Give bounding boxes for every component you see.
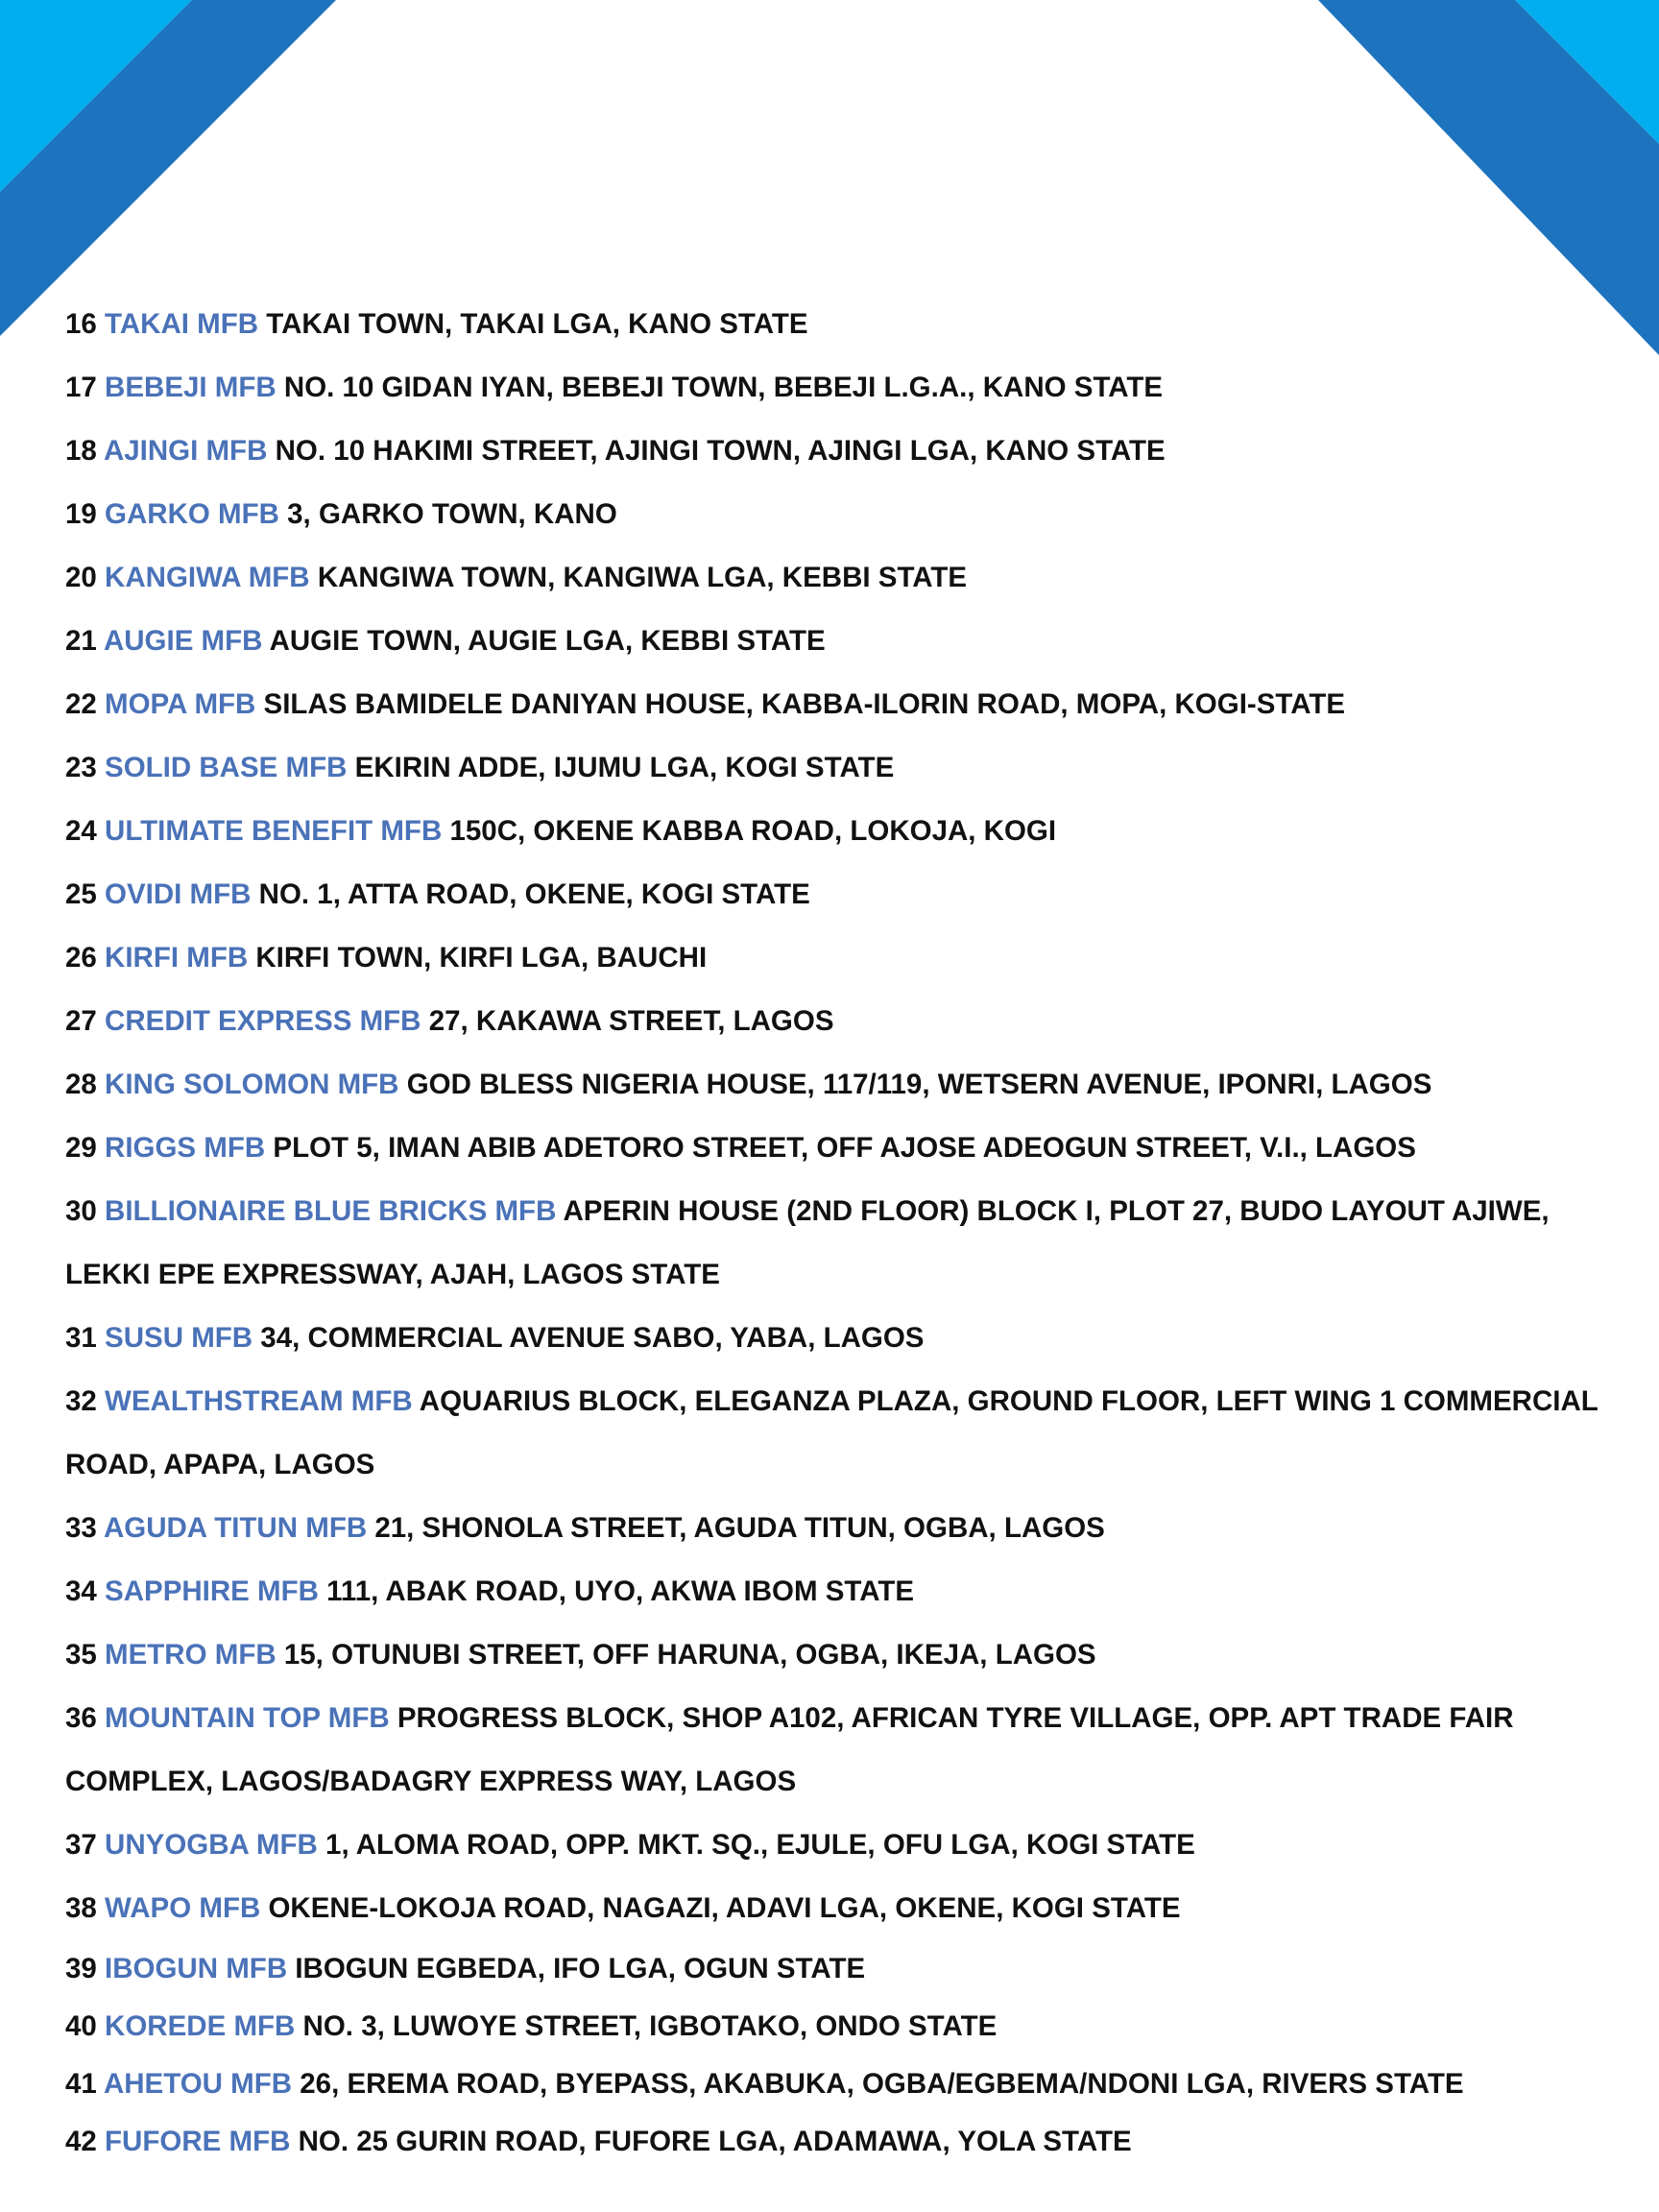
entry-number: 33 bbox=[65, 1512, 97, 1544]
entry-number: 39 bbox=[65, 1953, 97, 1984]
list-item bbox=[65, 1998, 1659, 2056]
entry-number: 37 bbox=[65, 1829, 97, 1861]
entry-number: 32 bbox=[65, 1385, 97, 1417]
list-item bbox=[65, 1117, 1659, 1180]
entry-number: 21 bbox=[65, 625, 97, 657]
bank-address-continued: COMPLEX, LAGOS/BADAGRY EXPRESS WAY, LAGOS bbox=[65, 1766, 797, 1797]
entry-number: 23 bbox=[65, 752, 97, 783]
bank-address: PROGRESS BLOCK, SHOP A102, AFRICAN TYRE VILLAGE, OPP. APT TRADE FAIR bbox=[397, 1702, 1514, 1734]
entry-number: 22 bbox=[65, 688, 97, 720]
list-item bbox=[65, 1307, 1659, 1370]
entry-number: 29 bbox=[65, 1132, 97, 1164]
list-item bbox=[65, 926, 1659, 990]
bank-address: NO. 1, ATTA ROAD, OKENE, KOGI STATE bbox=[258, 878, 810, 910]
entry-number: 18 bbox=[65, 435, 97, 467]
bank-address: OKENE-LOKOJA ROAD, NAGAZI, ADAVI LGA, OKENE, KOGI STATE bbox=[268, 1892, 1181, 1924]
entry-number: 20 bbox=[65, 562, 97, 593]
entry-number: 41 bbox=[65, 2068, 97, 2100]
bank-address: AUGIE TOWN, AUGIE LGA, KEBBI STATE bbox=[269, 625, 826, 657]
bank-name: MOUNTAIN TOP MFB bbox=[105, 1702, 390, 1734]
list-item bbox=[65, 1180, 1659, 1243]
list-item bbox=[65, 1497, 1659, 1560]
entry-number: 25 bbox=[65, 878, 97, 910]
list-item bbox=[65, 1940, 1659, 1998]
bank-name: RIGGS MFB bbox=[105, 1132, 266, 1164]
bank-name: KOREDE MFB bbox=[105, 2010, 296, 2042]
list-item bbox=[65, 2056, 1659, 2113]
bank-address: TAKAI TOWN, TAKAI LGA, KANO STATE bbox=[266, 308, 808, 340]
entry-number: 30 bbox=[65, 1195, 97, 1227]
list-item bbox=[65, 1814, 1659, 1877]
bank-address: GOD BLESS NIGERIA HOUSE, 117/119, WETSERN AVENUE, IPONRI, LAGOS bbox=[406, 1069, 1432, 1100]
bank-name: AGUDA TITUN MFB bbox=[103, 1512, 368, 1544]
list-item bbox=[65, 420, 1659, 483]
bank-name: METRO MFB bbox=[105, 1639, 276, 1671]
list-item bbox=[65, 1687, 1659, 1750]
bank-address: 21, SHONOLA STREET, AGUDA TITUN, OGBA, LAGOS bbox=[374, 1512, 1105, 1544]
list-item bbox=[65, 610, 1659, 673]
bank-address: 3, GARKO TOWN, KANO bbox=[287, 498, 617, 530]
entry-number: 16 bbox=[65, 308, 97, 340]
bank-name: BILLIONAIRE BLUE BRICKS MFB bbox=[105, 1195, 557, 1227]
bank-name: SUSU MFB bbox=[105, 1322, 253, 1354]
bank-name: MOPA MFB bbox=[105, 688, 256, 720]
list-item bbox=[65, 483, 1659, 546]
entry-number: 38 bbox=[65, 1892, 97, 1924]
bank-name: IBOGUN MFB bbox=[105, 1953, 288, 1984]
bank-address: 111, ABAK ROAD, UYO, AKWA IBOM STATE bbox=[326, 1575, 915, 1607]
bank-address: 15, OTUNUBI STREET, OFF HARUNA, OGBA, IKEJA, LAGOS bbox=[283, 1639, 1096, 1671]
entry-number: 34 bbox=[65, 1575, 97, 1607]
bank-name: BEBEJI MFB bbox=[105, 372, 276, 403]
list-item bbox=[65, 1560, 1659, 1623]
entry-number: 42 bbox=[65, 2126, 97, 2157]
bank-name: SAPPHIRE MFB bbox=[105, 1575, 319, 1607]
list-item bbox=[65, 1370, 1659, 1433]
list-item bbox=[65, 293, 1659, 356]
bank-address: NO. 25 GURIN ROAD, FUFORE LGA, ADAMAWA, YOLA STATE bbox=[298, 2126, 1132, 2157]
bank-name: OVIDI MFB bbox=[105, 878, 252, 910]
entry-number: 31 bbox=[65, 1322, 97, 1354]
bank-address: PLOT 5, IMAN ABIB ADETORO STREET, OFF AJOSE ADEOGUN STREET, V.I., LAGOS bbox=[273, 1132, 1416, 1164]
bank-name: KIRFI MFB bbox=[105, 942, 249, 974]
list-item bbox=[65, 990, 1659, 1053]
bank-name: FUFORE MFB bbox=[105, 2126, 291, 2157]
bank-address: 27, KAKAWA STREET, LAGOS bbox=[428, 1005, 834, 1037]
bank-address-continued: LEKKI EPE EXPRESSWAY, AJAH, LAGOS STATE bbox=[65, 1259, 720, 1290]
list-item bbox=[65, 736, 1659, 800]
bank-name: AJINGI MFB bbox=[103, 435, 268, 467]
bank-address: 1, ALOMA ROAD, OPP. MKT. SQ., EJULE, OFU LGA, KOGI STATE bbox=[325, 1829, 1195, 1861]
bank-address: NO. 3, LUWOYE STREET, IGBOTAKO, ONDO STATE bbox=[302, 2010, 998, 2042]
entry-number: 27 bbox=[65, 1005, 97, 1037]
bank-address-continued: ROAD, APAPA, LAGOS bbox=[65, 1449, 375, 1480]
bank-name: CREDIT EXPRESS MFB bbox=[105, 1005, 421, 1037]
bank-name: ULTIMATE BENEFIT MFB bbox=[105, 815, 443, 847]
list-item bbox=[65, 546, 1659, 610]
entry-number: 17 bbox=[65, 372, 97, 403]
bank-name: UNYOGBA MFB bbox=[105, 1829, 318, 1861]
list-item bbox=[65, 800, 1659, 863]
entry-number: 19 bbox=[65, 498, 97, 530]
bank-address: IBOGUN EGBEDA, IFO LGA, OGUN STATE bbox=[295, 1953, 866, 1984]
bank-name: WEALTHSTREAM MFB bbox=[105, 1385, 413, 1417]
bank-address: SILAS BAMIDELE DANIYAN HOUSE, KABBA-ILORIN ROAD, MOPA, KOGI-STATE bbox=[263, 688, 1346, 720]
bank-address: 26, EREMA ROAD, BYEPASS, AKABUKA, OGBA/EGBEMA/NDONI LGA, RIVERS STATE bbox=[300, 2068, 1464, 2100]
list-item bbox=[65, 1877, 1659, 1940]
bank-name: AHETOU MFB bbox=[103, 2068, 293, 2100]
entry-number: 36 bbox=[65, 1702, 97, 1734]
bank-address: KIRFI TOWN, KIRFI LGA, BAUCHI bbox=[255, 942, 708, 974]
list-item bbox=[65, 1623, 1659, 1687]
bank-name: AUGIE MFB bbox=[103, 625, 263, 657]
entry-number: 35 bbox=[65, 1639, 97, 1671]
entry-number: 26 bbox=[65, 942, 97, 974]
bank-name: WAPO MFB bbox=[105, 1892, 261, 1924]
bank-name: KANGIWA MFB bbox=[105, 562, 310, 593]
bank-address: NO. 10 HAKIMI STREET, AJINGI TOWN, AJINGI LGA, KANO STATE bbox=[275, 435, 1166, 467]
list-item bbox=[65, 673, 1659, 736]
entry-number: 40 bbox=[65, 2010, 97, 2042]
bank-name: GARKO MFB bbox=[105, 498, 279, 530]
bank-address: KANGIWA TOWN, KANGIWA LGA, KEBBI STATE bbox=[317, 562, 968, 593]
bank-address: AQUARIUS BLOCK, ELEGANZA PLAZA, GROUND FLOOR, LEFT WING 1 COMMERCIAL bbox=[419, 1385, 1599, 1417]
entry-number: 24 bbox=[65, 815, 97, 847]
bank-name: KING SOLOMON MFB bbox=[105, 1069, 399, 1100]
list-item bbox=[65, 2113, 1659, 2171]
bank-address: NO. 10 GIDAN IYAN, BEBEJI TOWN, BEBEJI L.G.A., KANO STATE bbox=[283, 372, 1164, 403]
bank-address: 150C, OKENE KABBA ROAD, LOKOJA, KOGI bbox=[449, 815, 1057, 847]
bank-address: 34, COMMERCIAL AVENUE SABO, YABA, LAGOS bbox=[260, 1322, 925, 1354]
bank-name: TAKAI MFB bbox=[105, 308, 259, 340]
entry-number: 28 bbox=[65, 1069, 97, 1100]
list-item bbox=[65, 1053, 1659, 1117]
list-item bbox=[65, 356, 1659, 420]
bank-address: APERIN HOUSE (2ND FLOOR) BLOCK I, PLOT 27, BUDO LAYOUT AJIWE, bbox=[563, 1195, 1550, 1227]
bank-address: EKIRIN ADDE, IJUMU LGA, KOGI STATE bbox=[354, 752, 895, 783]
bank-name: SOLID BASE MFB bbox=[105, 752, 348, 783]
list-item bbox=[65, 863, 1659, 926]
bank-address-list bbox=[65, 293, 1659, 2171]
